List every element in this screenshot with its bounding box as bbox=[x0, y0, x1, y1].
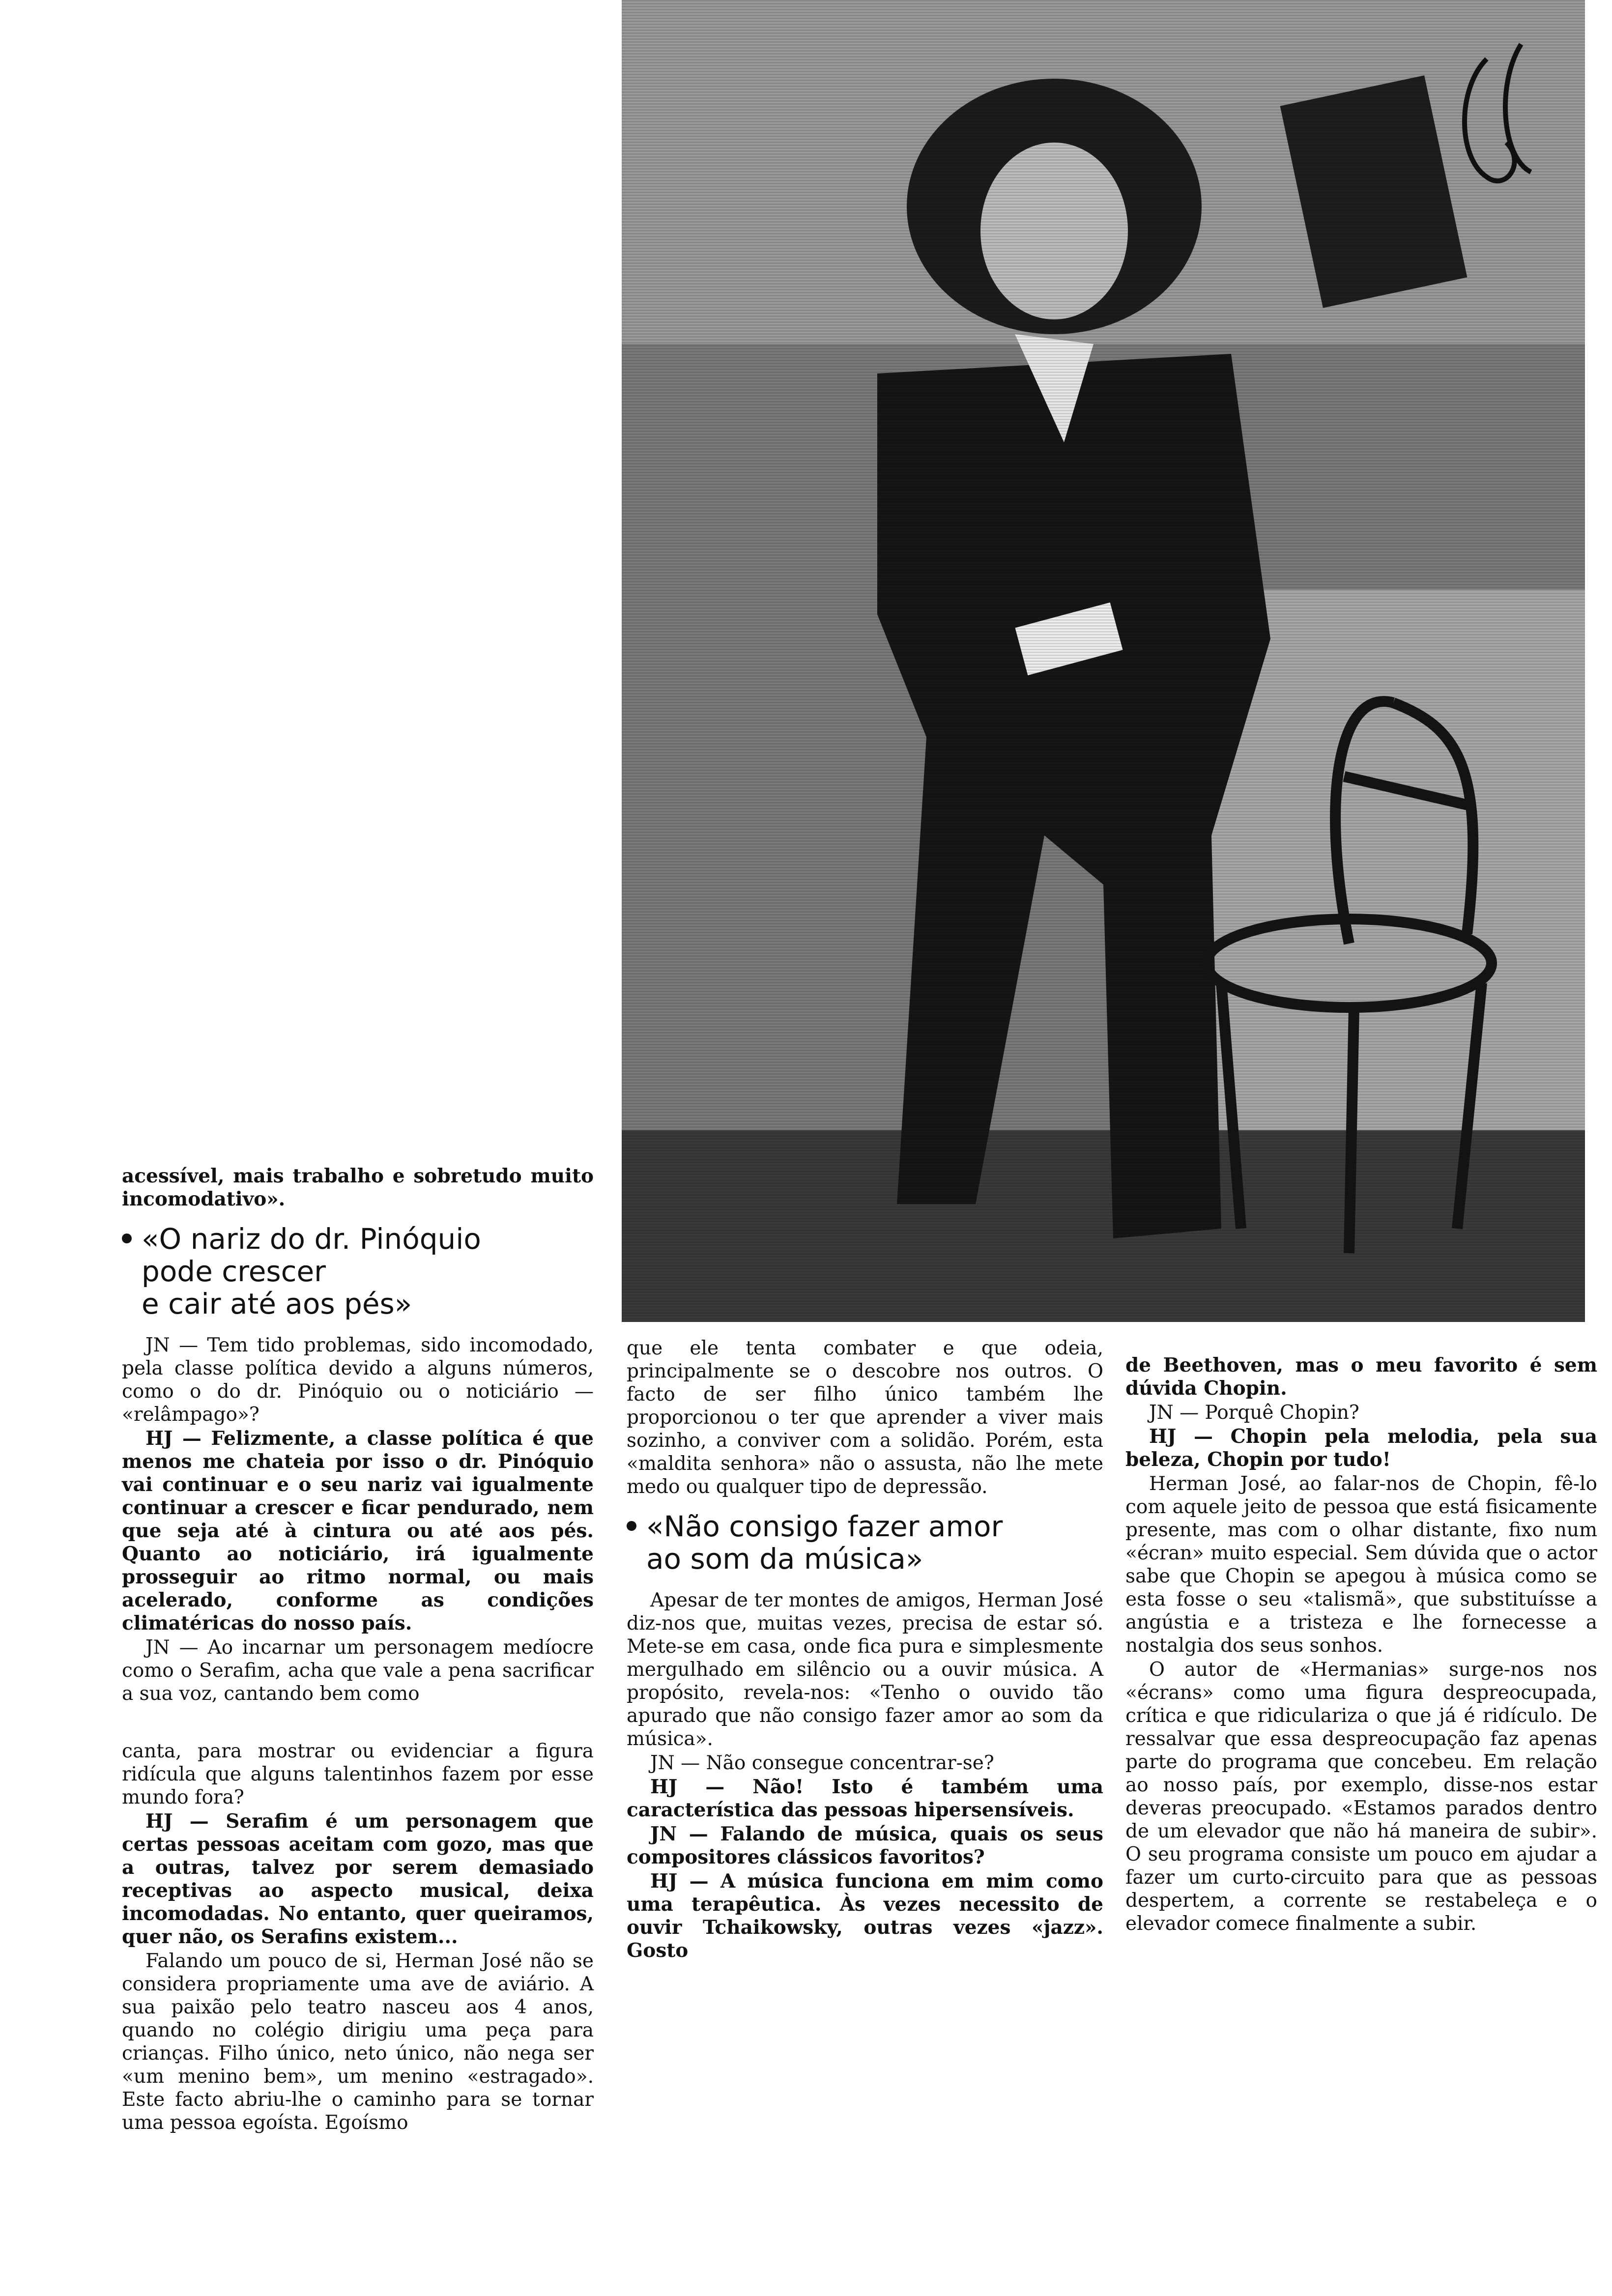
paragraph: HJ — Não! Isto é também uma característica das pessoas hipersensíveis. bbox=[627, 1776, 1103, 1821]
paragraph: O autor de «Hermanias» surge-nos nos «écrans» como uma figura despreocupada, crítica e que ridiculariza o que já é ridículo. De ressalvar que essa despreocupação faz apenas parte do programa que concebeu. Em relação ao nosso país, por exemplo, disse-nos estar deveras preocupado. «Estamos parados dentro de um elevador que não há maneira de subir». O seu programa consiste um pouco em ajudar a fazer um curto-circuito para que as pessoas despertem, a corrente se restabeleça e o elevador comece finalmente a subir. bbox=[1125, 1659, 1597, 1935]
paragraph: que ele tenta combater e que odeia, principalmente se o descobre nos outros. O facto de ser filho único também lhe proporcionou o ter que aprender a viver mais sozinho, a conviver com a solidão. Porém, esta «maldita senhora» não o assusta, não lhe mete medo ou qualquer tipo de depressão. bbox=[627, 1337, 1103, 1498]
article-column-2 bbox=[627, 1337, 1103, 1963]
paragraph: HJ — Chopin pela melodia, pela sua beleza, Chopin por tudo! bbox=[1125, 1425, 1597, 1471]
heading-line: ao som da música» bbox=[646, 1542, 923, 1576]
paragraph: HJ — Serafim é um personagem que certas pessoas aceitam com gozo, mas que a outras, talvez por serem demasiado receptivas ao aspecto musical, deixa incomodadas. No entanto, quer queiramos, quer não, os Serafins existem... bbox=[122, 1810, 594, 1948]
paragraph: Apesar de ter montes de amigos, Herman José diz-nos que, muitas vezes, precisa de estar só. Mete-se em casa, onde fica pura e simplesmente mergulhado em silêncio ou a ouvir música. A propósito, revela-nos: «Tenho o ouvido tão apurado que não consigo fazer amor ao som da música». bbox=[627, 1589, 1103, 1750]
bullet-icon bbox=[122, 1234, 132, 1243]
heading-line: pode crescer bbox=[142, 1255, 326, 1288]
paragraph: canta, para mostrar ou evidenciar a figura ridícula que alguns talentinhos fazem por esse mundo fora? bbox=[122, 1740, 594, 1808]
article-column-3 bbox=[1125, 1354, 1597, 1936]
paragraph: JN — Ao incarnar um personagem medíocre como o Serafim, acha que vale a pena sacrificar a sua voz, cantando bem como bbox=[122, 1636, 594, 1705]
photo-illustration bbox=[622, 0, 1585, 1322]
article-photo bbox=[622, 0, 1585, 1322]
paragraph: de Beethoven, mas o meu favorito é sem dúvida Chopin. bbox=[1125, 1354, 1597, 1400]
paragraph: JN — Falando de música, quais os seus compositores clássicos favoritos? bbox=[627, 1823, 1103, 1868]
heading-line: e cair até aos pés» bbox=[142, 1287, 412, 1320]
paragraph: JN — Porquê Chopin? bbox=[1149, 1402, 1359, 1424]
bullet-icon bbox=[627, 1521, 636, 1531]
heading-line: «Não consigo fazer amor bbox=[646, 1510, 1003, 1543]
article-column-1-continued bbox=[122, 1740, 594, 2135]
paragraph: Herman José, ao falar-nos de Chopin, fê-lo com aquele jeito de pessoa que está fisicamente presente, mas com o olhar distante, fixo num «écran» muito especial. Sem dúvida que o actor sabe que Chopin se apegou à música como se esta fosse o seu «talismã», que substituísse a angústia e a tristeza e lhe fornecesse a nostalgia dos seus sonhos. bbox=[1125, 1473, 1597, 1657]
article-column-1 bbox=[122, 1165, 594, 1706]
section-heading-pinoquio bbox=[122, 1223, 594, 1320]
paragraph: JN — Tem tido problemas, sido incomodado, pela classe política devido a alguns números, como o do dr. Pinóquio ou o noticiário — «relâmpago»? bbox=[122, 1334, 594, 1426]
section-heading-musica bbox=[627, 1510, 1103, 1575]
paragraph: HJ — Felizmente, a classe política é que menos me chateia por isso o dr. Pinóquio vai continuar e o seu nariz vai igualmente continuar a crescer e ficar pendurado, nem que seja até à cintura ou até aos pés. Quanto ao noticiário, irá igualmente prosseguir ao ritmo normal, ou mais acelerado, conforme as condições climatéricas do nosso país. bbox=[122, 1427, 594, 1635]
heading-line: «O nariz do dr. Pinóquio bbox=[142, 1222, 481, 1256]
paragraph-intro: acessível, mais trabalho e sobretudo muito incomodativo». bbox=[122, 1165, 594, 1210]
paragraph: Falando um pouco de si, Herman José não se considera propriamente uma ave de aviário. A sua paixão pelo teatro nasceu aos 4 anos, quando no colégio dirigiu uma peça para crianças. Filho único, neto único, não nega ser «um menino bem», um menino «estragado». Este facto abriu-lhe o caminho para se tornar uma pessoa egoísta. Egoísmo bbox=[122, 1950, 594, 2134]
paragraph: JN — Não consegue concentrar-se? bbox=[650, 1752, 994, 1774]
paragraph: HJ — A música funciona em mim como uma terapêutica. Às vezes necessito de ouvir Tchaikowsky, outras vezes «jazz». Gosto bbox=[627, 1870, 1103, 1962]
